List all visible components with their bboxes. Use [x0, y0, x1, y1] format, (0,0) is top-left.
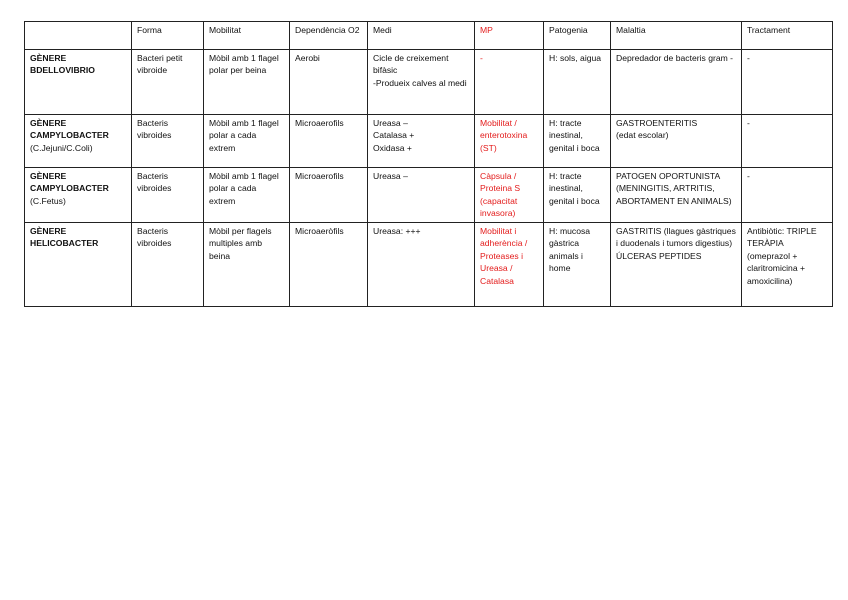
- bacteria-table: [24, 21, 833, 307]
- header-row: [25, 22, 833, 50]
- genus-label: GÈNERE: [30, 118, 67, 128]
- genus-cell: [25, 168, 132, 223]
- tractament-line: -: [747, 53, 750, 63]
- o2-cell: Microaerofils: [290, 168, 368, 223]
- header-dependencia-o2: Dependència O2: [290, 22, 368, 50]
- table-row-helicobacter: [25, 223, 833, 307]
- genus-label: GÈNERE: [30, 53, 67, 63]
- genus-name: CAMPYLOBACTER: [30, 130, 109, 141]
- medi-line: Ureasa –: [373, 171, 408, 181]
- genus-label: GÈNERE: [30, 226, 67, 236]
- malaltia-line: GASTROENTERITIS: [616, 118, 698, 128]
- forma-cell: Bacteris vibroides: [132, 115, 204, 168]
- medi-cell: [368, 223, 475, 307]
- o2-cell: Microaerofils: [290, 115, 368, 168]
- malaltia-line: PATOGEN OPORTUNISTA (MENINGITIS, ARTRITIS, ABORTAMENT EN ANIMALS): [616, 171, 732, 206]
- mp-cell: Mobilitat i adherència / Proteases i Ureasa / Catalasa: [475, 223, 544, 307]
- tractament-cell: [742, 168, 833, 223]
- tractament-line: -: [747, 171, 750, 181]
- genus-label: GÈNERE: [30, 171, 67, 181]
- tractament-cell: [742, 50, 833, 115]
- patogenia-cell: H: tracte inestinal, genital i boca: [544, 115, 611, 168]
- malaltia-line: Depredador de bacteris gram -: [616, 53, 734, 63]
- medi-line: Ureasa –: [373, 118, 408, 128]
- tractament-line: Antibiòtic: TRIPLE TERÀPIA (omeprazol + claritromicina + amoxicilina): [747, 226, 817, 286]
- header-medi: Medi: [368, 22, 475, 50]
- malaltia-cell: [611, 223, 742, 307]
- medi-line: Catalasa +: [373, 130, 415, 141]
- forma-cell: Bacteris vibroides: [132, 223, 204, 307]
- malaltia-line: ÚLCERAS PEPTIDES: [616, 250, 702, 261]
- o2-cell: Microaeròfils: [290, 223, 368, 307]
- mobilitat-cell: Mòbil amb 1 flagel polar per beina: [204, 50, 290, 115]
- medi-cell: [368, 115, 475, 168]
- header-patogenia: Patogenia: [544, 22, 611, 50]
- patogenia-cell: H: sols, aigua: [544, 50, 611, 115]
- mobilitat-cell: Mòbil per flagels multiples amb beina: [204, 223, 290, 307]
- malaltia-cell: [611, 115, 742, 168]
- malaltia-line: GASTRITIS (llagues gàstriques i duodenals i tumors digestius): [616, 226, 736, 249]
- forma-cell: Bacteris vibroides: [132, 168, 204, 223]
- header-mobilitat: Mobilitat: [204, 22, 290, 50]
- species-name: (C.Fetus): [30, 195, 66, 206]
- tractament-cell: [742, 115, 833, 168]
- mp-cell: -: [475, 50, 544, 115]
- genus-name: BDELLOVIBRIO: [30, 65, 95, 76]
- genus-cell: [25, 115, 132, 168]
- forma-cell: Bacteri petit vibroide: [132, 50, 204, 115]
- genus-cell: [25, 223, 132, 307]
- header-mp: MP: [475, 22, 544, 50]
- medi-line: Ureasa: +++: [373, 226, 421, 236]
- genus-name: HELICOBACTER: [30, 238, 99, 249]
- table-row-campylobacter-jejuni: [25, 115, 833, 168]
- malaltia-cell: [611, 50, 742, 115]
- medi-line: -Produeix calves al medi: [373, 77, 467, 88]
- table-row-campylobacter-fetus: [25, 168, 833, 223]
- medi-line: Cicle de creixement bifàsic: [373, 53, 449, 76]
- genus-cell: [25, 50, 132, 115]
- mp-cell: Càpsula / Proteina S (capacitat invasora): [475, 168, 544, 223]
- malaltia-cell: [611, 168, 742, 223]
- tractament-line: -: [747, 118, 750, 128]
- table-row-bdellovibrio: [25, 50, 833, 115]
- malaltia-line: (edat escolar): [616, 130, 669, 141]
- medi-cell: [368, 50, 475, 115]
- medi-line: Oxidasa +: [373, 142, 412, 153]
- header-forma: Forma: [132, 22, 204, 50]
- genus-name: CAMPYLOBACTER: [30, 183, 109, 194]
- mp-cell: Mobilitat / enterotoxina (ST): [475, 115, 544, 168]
- mobilitat-cell: Mòbil amb 1 flagel polar a cada extrem: [204, 168, 290, 223]
- header-tractament: Tractament: [742, 22, 833, 50]
- species-name: (C.Jejuni/C.Coli): [30, 142, 93, 153]
- patogenia-cell: H: tracte inestinal, genital i boca: [544, 168, 611, 223]
- o2-cell: Aerobi: [290, 50, 368, 115]
- medi-cell: [368, 168, 475, 223]
- tractament-cell: [742, 223, 833, 307]
- patogenia-cell: H: mucosa gàstrica animals i home: [544, 223, 611, 307]
- mobilitat-cell: Mòbil amb 1 flagel polar a cada extrem: [204, 115, 290, 168]
- header-empty: [25, 22, 132, 50]
- header-malaltia: Malaltia: [611, 22, 742, 50]
